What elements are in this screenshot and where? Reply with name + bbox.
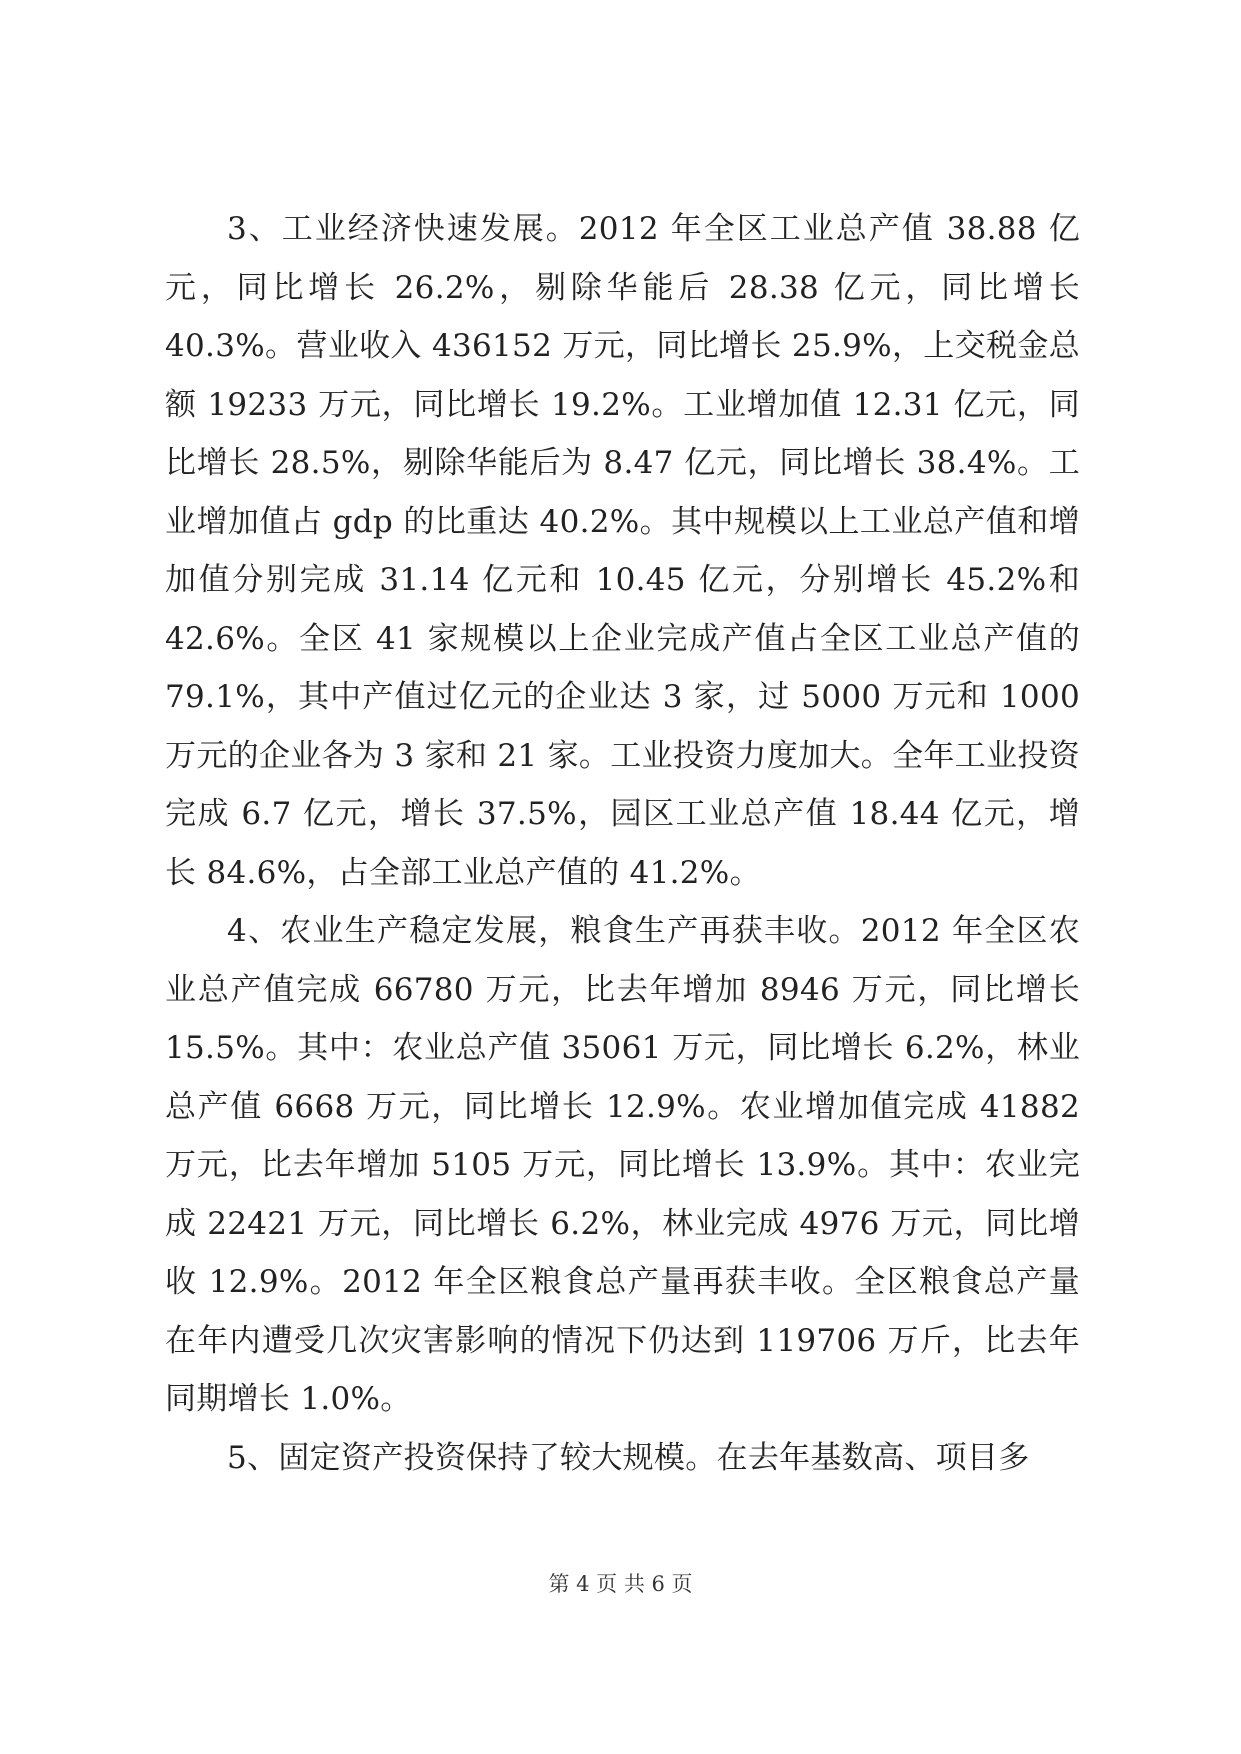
- paragraph-industry: 3、工业经济快速发展。2012 年全区工业总产值 38.88 亿元，同比增长 26.2%，剔除华能后 28.38 亿元，同比增长 40.3%。营业收入 436152 万元，同比增长 25.9%，上交税金总额 19233 万元，同比增长 19.2%。工业增加值 12.31 亿元，同比增长 28.5%，剔除华能后为 8.47 亿元，同比增长 38.4%。工业增加值占 gdp 的比重达 40.2%。其中规模以上工业总产值和增加值分别完成 31.14 亿元和 10.45 亿元，分别增长 45.2%和 42.6%。全区 41 家规模以上企业完成产值占全区工业总产值的 79.1%，其中产值过亿元的企业达 3 家，过 5000 万元和 1000 万元的企业各为 3 家和 21 家。工业投资力度加大。全年工业投资完成 6.7 亿元，增长 37.5%，园区工业总产值 18.44 亿元，增长 84.6%，占全部工业总产值的 41.2%。: [165, 211, 1080, 891]
- paragraph-fixed-assets: 5、固定资产投资保持了较大规模。在去年基数高、项目多: [227, 1439, 1030, 1476]
- paragraph-agriculture: 4、农业生产稳定发展，粮食生产再获丰收。2012 年全区农业总产值完成 66780 万元，比去年增加 8946 万元，同比增长 15.5%。其中：农业总产值 35061 万元，同比增长 6.2%，林业总产值 6668 万元，同比增长 12.9%。农业增加值完成 41882 万元，比去年增加 5105 万元，同比增长 13.9%。其中：农业完成 22421 万元，同比增长 6.2%，林业完成 4976 万元，同比增收 12.9%。2012 年全区粮食总产量再获丰收。全区粮食总产量在年内遭受几次灾害影响的情况下仍达到 119706 万斤，比去年同期增长 1.0%。: [165, 913, 1080, 1417]
- page-number-footer: 第 4 页 共 6 页: [548, 1572, 693, 1596]
- document-body: [165, 200, 1080, 1487]
